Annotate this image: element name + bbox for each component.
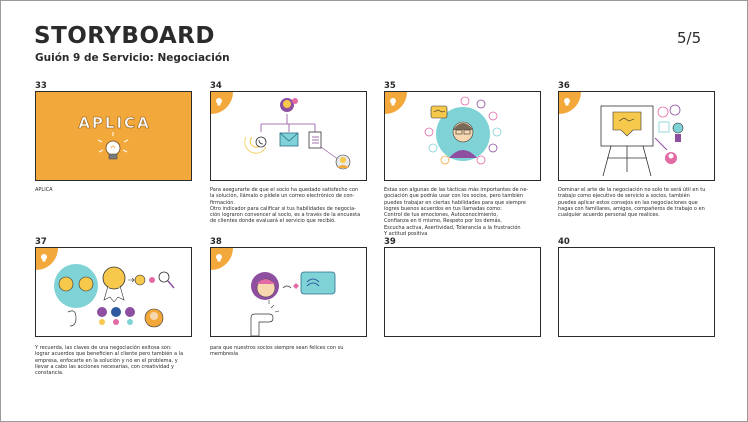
magnifier-icon (159, 272, 174, 288)
caption-line: puedes aplicar estos consejos en las negociaciones que (558, 199, 698, 206)
panel-number-37: 37 (35, 237, 47, 247)
caption-line: cualquier acuerdo personal que realices. (558, 212, 660, 219)
user-avatar-icon (251, 272, 279, 300)
phone-icon (245, 137, 266, 153)
caption-line: Para asegurarte de que el socio ha quedado satisfecho con (210, 187, 359, 193)
medal-icon (673, 123, 683, 142)
caption-line: Escucha activa, Asertividad, Tolerancia a la frustración (384, 224, 521, 231)
caption-line: Y recuerda, las claves de una negociación exitosa son: (35, 345, 172, 351)
email-icon (280, 133, 298, 146)
panel-39-frame (384, 247, 541, 337)
panel-number-39: 39 (384, 237, 396, 247)
caption-line: Otro indicador para calificar si tus habilidades de negocia- (210, 205, 356, 212)
caption-line: constancia. (35, 370, 64, 377)
caption-line: APLICA (35, 187, 53, 193)
caption-line: puedes trabajar en ciertas habilidades para que siempre (384, 199, 526, 206)
caption-line: ción lograron convencer al socio, es a través de la encuesta (210, 212, 361, 219)
panel-38-caption (210, 345, 370, 358)
caption-line: lograr acuerdos que beneficien al cliente pero también a la (35, 351, 184, 358)
card-icon (301, 272, 335, 294)
page-title: STORYBOARD (34, 23, 215, 49)
caption-line: Estas son algunas de las tácticas más importantes de ne- (384, 187, 529, 193)
caption-line: firmación. (210, 199, 236, 206)
panel-number-40: 40 (558, 237, 570, 247)
panel-34-caption (210, 187, 370, 225)
caption-line: trabajo como ejecutivo de servicio a socios, también (558, 193, 690, 200)
caption-line: llevar a cabo las acciones necesarias, con creatividad y (35, 363, 174, 370)
medal-icon (103, 267, 125, 302)
panel-number-35: 35 (384, 81, 396, 91)
caption-line: Control de tus emociones, Autoconocimiento, (384, 212, 498, 219)
panel-35-frame (384, 91, 541, 181)
caption-line: gociación que podrás usar con los socios, pero también (384, 193, 524, 200)
page-number: 5/5 (677, 29, 702, 47)
panel-number-38: 38 (210, 237, 222, 247)
panel-40-frame (558, 247, 715, 337)
panel-number-36: 36 (558, 81, 570, 91)
panel-36-caption (558, 187, 718, 218)
caption-line: membresía (210, 351, 239, 358)
user-avatar-icon (145, 309, 163, 327)
ear-icon (68, 311, 76, 326)
lightbulb-icon (98, 132, 128, 159)
panel-38-frame (210, 247, 367, 337)
panel-number-33: 33 (35, 81, 47, 91)
caption-line: de clientes donde evaluará el servicio que recibió. (210, 218, 336, 225)
caption-line: Confianza en ti mismo, Respeto por los demás, (384, 218, 502, 225)
panel-33-frame (35, 91, 192, 181)
caption-line: logres buenos acuerdos en tus llamadas como: (384, 205, 502, 212)
handshake-icon (431, 106, 447, 118)
panel-35-caption (384, 187, 544, 237)
caption-line: Y actitud positiva (384, 231, 428, 238)
panel-37-caption (35, 345, 195, 376)
user-avatar-icon (280, 98, 298, 112)
caption-line: la solución, llámalo o pídele un correo electrónico de con- (210, 193, 355, 200)
caption-line: hagas con familiares, amigos, compañeros de trabajo o en (558, 205, 705, 212)
page-subtitle: Guión 9 de Servicio: Negociación (35, 52, 230, 64)
panel-33-image-text: APLICA (78, 114, 151, 132)
user-avatar-icon (665, 152, 677, 164)
user-avatar-icon (336, 155, 350, 169)
caption-line: Dominar el arte de la negociación no solo te será útil en tu (558, 187, 706, 193)
document-icon (309, 132, 321, 148)
caption-line: empresa, enfocarte en la solución y no en el problema, y (35, 357, 178, 364)
panel-number-34: 34 (210, 81, 222, 91)
panel-36-frame (558, 91, 715, 181)
caption-line: para que nuestros socios siempre sean felices con su (210, 345, 344, 351)
panel-37-frame (35, 247, 192, 337)
panel-34-frame (210, 91, 367, 181)
panel-33-caption (35, 187, 195, 193)
